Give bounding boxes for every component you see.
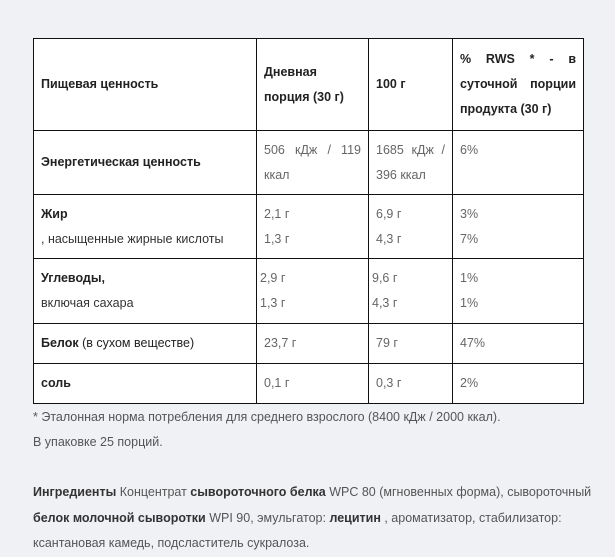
protein-label-cell (34, 324, 257, 364)
table-row-energy (34, 131, 584, 195)
header-nutrition-value: Пищевая ценность (34, 39, 257, 131)
fat-rws: 3% (460, 207, 479, 221)
fat-rws-cell (453, 195, 584, 259)
table-header-row (34, 39, 584, 131)
header-per-100g: 100 г (369, 39, 453, 131)
energy-label-cell (34, 131, 257, 195)
fat-rws-sub: 7% (460, 232, 479, 246)
table-row-salt (34, 364, 584, 404)
carbs-label-cell (34, 259, 257, 324)
ingredients-bold-3: лецитин (329, 510, 381, 525)
carbs-rws: 1% (460, 271, 479, 285)
fat-sublabel: , насыщенные жирные кислоты (41, 231, 224, 246)
carbs-rws-sub: 1% (460, 296, 479, 310)
notes-block (33, 405, 593, 455)
fat-daily-cell (257, 195, 369, 259)
carbs-daily: 2,9 г (260, 271, 286, 285)
ingredients-bold-1: сывороточного белка (190, 485, 326, 499)
fat-label: Жир (41, 206, 68, 221)
salt-label: соль (41, 376, 71, 390)
protein-daily: 23,7 г (257, 324, 369, 364)
table-row-protein (34, 324, 584, 364)
fat-label-cell (34, 195, 257, 259)
carbs-daily-sub: 1,3 г (260, 296, 286, 310)
energy-daily: 506 кДж / 119 ккал (257, 131, 369, 195)
carbs-label: Углеводы, (41, 271, 105, 285)
header-daily-line1: Дневная (264, 64, 317, 79)
energy-rws: 6% (453, 131, 584, 195)
header-daily-line2: порция (30 г) (264, 89, 344, 104)
ingredients-text-3: WPI 90, эмульгатор: (205, 510, 330, 525)
carbs-daily-cell (257, 259, 369, 324)
protein-label: Белок (41, 336, 79, 350)
salt-daily: 0,1 г (257, 364, 369, 404)
salt-label-cell (34, 364, 257, 404)
ingredients-paragraph (33, 480, 593, 557)
carbs-per100-sub: 4,3 г (372, 296, 398, 310)
salt-rws: 2% (453, 364, 584, 404)
ingredients-title: Ингредиенты (33, 485, 117, 499)
header-daily-portion (257, 39, 369, 131)
carbs-rws-cell (453, 259, 584, 324)
ingredients-text-1: Концентрат (116, 485, 191, 499)
protein-label-note: (в сухом веществе) (78, 336, 195, 350)
servings-note: В упаковке 25 порций. (33, 435, 163, 449)
fat-per100-sub: 4,3 г (376, 232, 402, 246)
protein-per100: 79 г (369, 324, 453, 364)
nutrition-table (33, 38, 584, 404)
salt-per100: 0,3 г (369, 364, 453, 404)
ingredients-text-4: , ароматизатор, стабилизатор: ксантановая камедь, подсластитель сукралоза. (33, 510, 562, 550)
energy-per100: 1685 кДж / 396 ккал (369, 131, 453, 195)
carbs-sublabel: включая сахара (41, 296, 134, 310)
ingredients-bold-2: белок молочной сыворотки (33, 510, 206, 525)
footnote-rws: * Эталонная норма потребления для среднего взрослого (8400 кДж / 2000 ккал). (33, 410, 501, 424)
fat-per100: 6,9 г (376, 207, 402, 221)
carbs-per100: 9,6 г (372, 271, 398, 285)
header-rws: % RWS * - в суточной порции продукта (30 г) (453, 39, 584, 131)
energy-label: Энергетическая ценность (41, 155, 201, 169)
fat-daily-sub: 1,3 г (264, 232, 290, 246)
ingredients-text-2: WPC 80 (мгновенных форма), сывороточный (325, 485, 592, 499)
table-row-fat (34, 195, 584, 259)
carbs-per100-cell (369, 259, 453, 324)
fat-per100-cell (369, 195, 453, 259)
fat-daily: 2,1 г (264, 207, 290, 221)
table-row-carbs (34, 259, 584, 324)
protein-rws: 47% (453, 324, 584, 364)
